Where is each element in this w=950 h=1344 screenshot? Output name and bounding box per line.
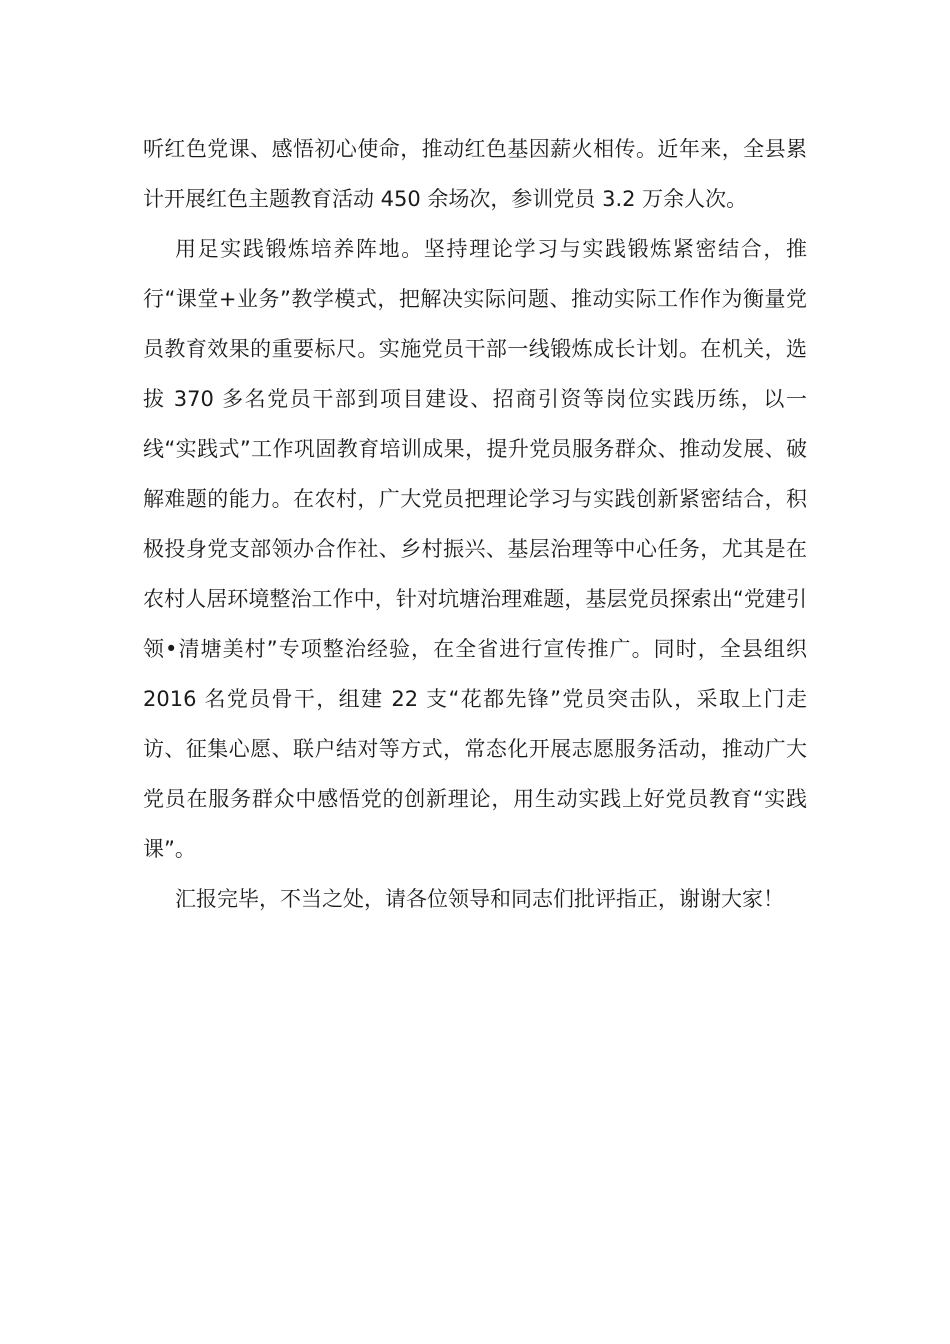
paragraph-practice-base: 用足实践锻炼培养阵地。坚持理论学习与实践锻炼紧密结合，推行“课堂+业务”教学模式，把解决实际问题、推动实际工作作为衡量党员教育效果的重要标尺。实施党员干部一线锻炼成长计划。在机关，选拔 370 多名党员干部到项目建设、招商引资等岗位实践历练，以一线“实践式”工作巩固教育培训成果，提升党员服务群众、推动发展、破解难题的能力。在农村，广大党员把理论学习与实践创新紧密结合，积极投身党支部领办合作社、乡村振兴、基层治理等中心任务，尤其是在农村人居环境整治工作中，针对坑塘治理难题，基层党员探索出“党建引领•清塘美村”专项整治经验，在全省进行宣传推广。同时，全县组织 2016 名党员骨干，组建 22 支“花都先锋”党员突击队，采取上门走访、征集心愿、联户结对等方式，常态化开展志愿服务活动，推动广大党员在服务群众中感悟党的创新理论，用生动实践上好党员教育“实践课”。 bbox=[143, 237, 807, 861]
paragraph-continuation: 听红色党课、感悟初心使命，推动红色基因薪火相传。近年来，全县累计开展红色主题教育活动 450 余场次，参训党员 3.2 万余人次。 bbox=[143, 137, 807, 211]
document-body bbox=[143, 124, 807, 924]
paragraph-closing: 汇报完毕，不当之处，请各位领导和同志们批评指正，谢谢大家！ bbox=[175, 887, 784, 911]
